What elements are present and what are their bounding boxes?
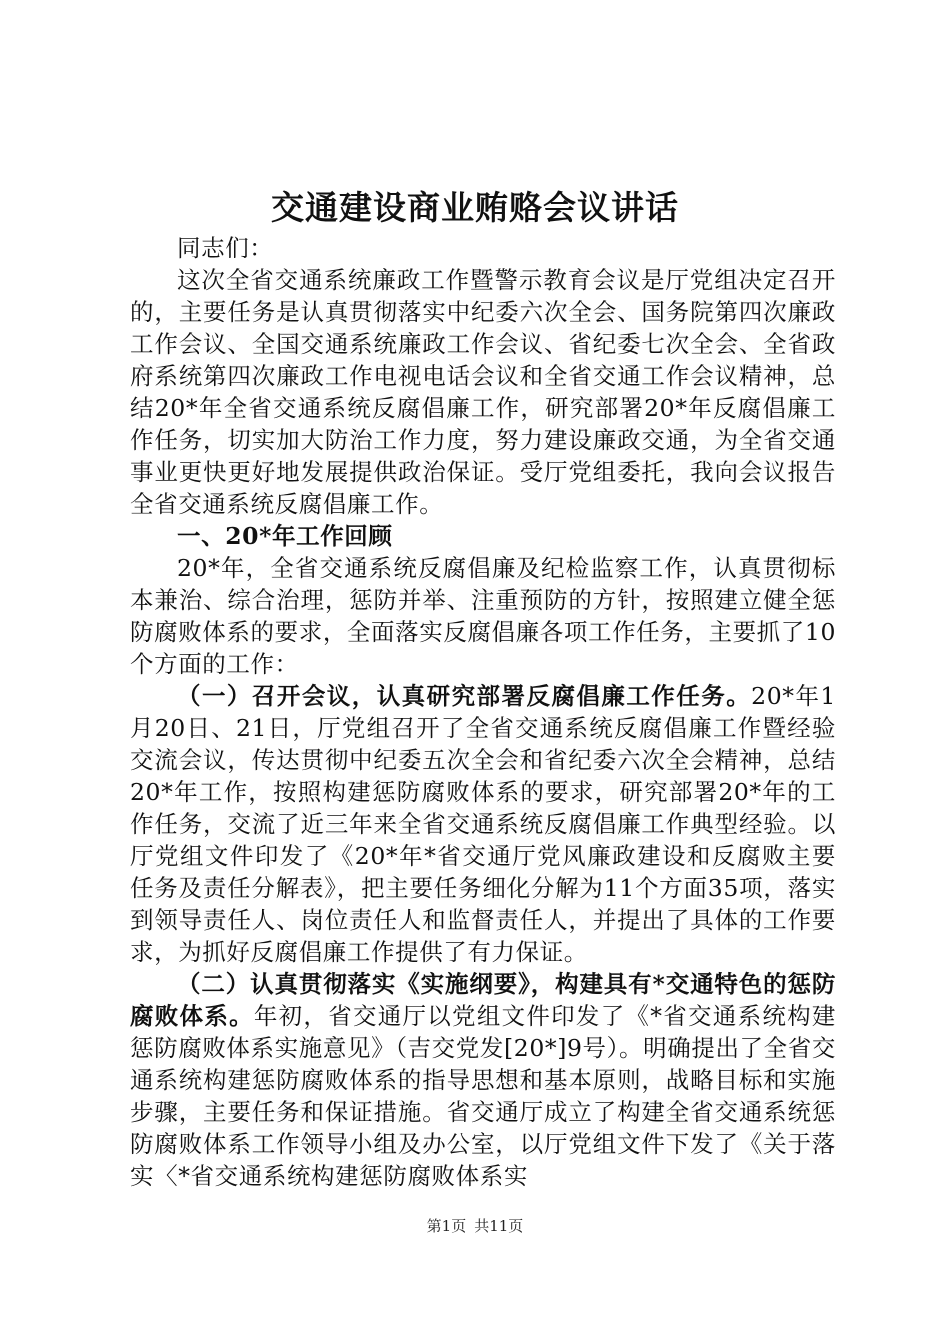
item-one-heading: （一）召开会议，认真研究部署反腐倡廉工作任务。 [177,682,752,710]
item-two-text: 年初，省交通厅以党组文件印发了《*省交通系统构建惩防腐败体系实施意见》（吉交党发[20*]9号）。明确提出了全省交通系统构建惩防腐败体系的指导思想和基本原则，战略目标和实施步骤，主要任务和保证措施。省交通厅成立了构建全省交通系统惩防腐败体系工作领导小组及办公室，以厅党组文件下发了《关于落实〈*省交通系统构建惩防腐败体系实 [130,1002,837,1190]
page-total: 共11页 [474,1217,524,1235]
document-body [130,232,836,1192]
item-two-paragraph [130,968,836,1192]
page-footer [0,1216,950,1236]
section-review-paragraph: 20*年，全省交通系统反腐倡廉及纪检监察工作，认真贯彻标本兼治、综合治理，惩防并举、注重预防的方针，按照建立健全惩防腐败体系的要求，全面落实反腐倡廉各项工作任务，主要抓了10个方面的工作： [130,554,836,678]
item-one-paragraph [130,680,836,968]
item-two-heading: （二）认真贯彻落实《实施纲要》，构建具有*交通特色的惩防腐败体系。 [130,970,836,1030]
section-heading-review: 一、20*年工作回顾 [177,522,393,550]
document-title: 交通建设商业贿赂会议讲话 [271,188,679,227]
salutation: 同志们： [177,234,274,262]
item-one-text: 20*年1月20日、21日，厅党组召开了全省交通系统反腐倡廉工作暨经验交流会议，传达贯彻中纪委五次全会和省纪委六次全会精神，总结20*年工作，按照构建惩防腐败体系的要求，研究部署20*年的工作任务，交流了近三年来全省交通系统反腐倡廉工作典型经验。以厅党组文件印发了《20*年*省交通厅党风廉政建设和反腐败主要任务及责任分解表》，把主要任务细化分解为11个方面35项，落实到领导责任人、岗位责任人和监督责任人，并提出了具体的工作要求，为抓好反腐倡廉工作提供了有力保证。 [130,682,836,966]
intro-paragraph: 这次全省交通系统廉政工作暨警示教育会议是厅党组决定召开的，主要任务是认真贯彻落实中纪委六次全会、国务院第四次廉政工作会议、全国交通系统廉政工作会议、省纪委七次全会、全省政府系统第四次廉政工作电视电话会议和全省交通工作会议精神，总结20*年全省交通系统反腐倡廉工作，研究部署20*年反腐倡廉工作任务，切实加大防治工作力度，努力建设廉政交通，为全省交通事业更快更好地发展提供政治保证。受厅党组委托，我向会议报告全省交通系统反腐倡廉工作。 [130,266,836,518]
page-number: 第1页 [426,1217,467,1235]
